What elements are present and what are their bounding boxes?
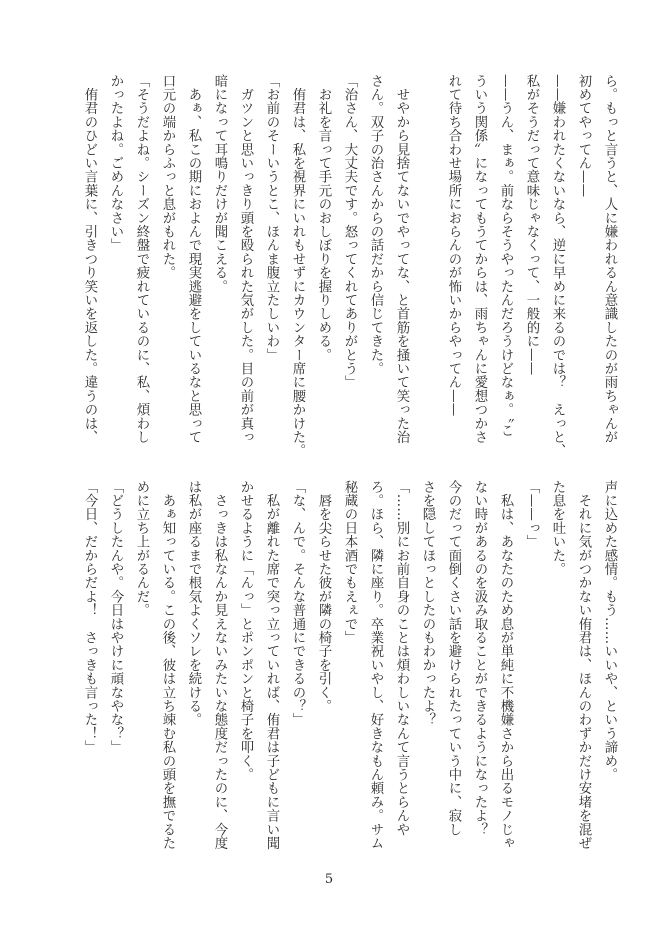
text-line: お礼を言って手元のおしぼりを握りしめる。 [316, 74, 331, 362]
text-line: 暗になって耳鳴りだけが聞こえる。 [212, 74, 227, 294]
text-line: 私がそうだって意味じゃなくって、一般的に—— [524, 74, 539, 376]
text-line: 「どうしたんや。今日はやけに頑なやな？」 [108, 480, 123, 754]
text-line: あぁ、私この期におよんで現実逃避をしているなと思って [186, 74, 201, 444]
text-line: 「お前のそーいうとこ、ほんま腹立たしいわ」 [264, 74, 279, 362]
text-line: れて待ち合わせ場所におらんのが怖いからやってん—— [446, 74, 461, 417]
text-line: 「な、んで。そんな普通にできるの？」 [290, 480, 305, 727]
text-line: 唇を尖らせた彼が隣の椅子を引く。 [316, 480, 331, 713]
text-line: ら。もっと言うと、人に嫌われるん意識したのが雨ちゃんが [602, 74, 617, 444]
text-line: 「……別にお前自身のことは煩わしいなんて言うとらんや [394, 480, 409, 837]
text-line: 私が離れた席で突っ立っていれば、侑君は子どもに言い聞 [264, 480, 279, 850]
text-line: 口元の端からふっと息がもれた。 [160, 74, 175, 280]
top-text-block [76, 74, 622, 458]
text-line: さっきは私なんか見えないみたいな態度だったのに、今度 [212, 480, 227, 850]
text-line: ろ。ほら、隣に座り。卒業祝いやし、好きなもん頼み。サム [368, 480, 383, 850]
text-line: 「治さん、大丈夫です。怒ってくれてありがとう」 [342, 74, 357, 390]
text-line: 「——っ」 [524, 480, 539, 549]
text-line: 「今日、だからだよ！ さっきも言った！」 [82, 480, 97, 754]
text-line: かせるように「んっ」とポンポンと椅子を叩く。 [238, 480, 253, 782]
text-line: た息を吐いた。 [550, 480, 565, 576]
text-line: 初めてやってん—— [576, 74, 591, 198]
text-line [414, 74, 440, 446]
text-line: ういう関係〟になってもうてからは、雨ちゃんに愛想つかさ [472, 74, 487, 444]
text-line: 侑君のひどい言葉に、引きつり笑いを返した。違うのは、 [82, 74, 97, 444]
text-line: さん。双子の治さんからの話だから信じてきた。 [368, 74, 383, 376]
text-line: ——うん、まぁ。前ならそうやったんだろうけどなぁ。〝こ [498, 74, 513, 438]
text-line: 今のだって面倒くさい話を避けられたっていう中に、寂し [446, 480, 461, 837]
text-line: は私が座るまで根気よくソレを続ける。 [186, 480, 201, 727]
text-line: ——嫌われたくないなら、逆に早めに来るのでは？ えっと、 [550, 74, 565, 458]
text-line: それに気がつかない侑君は、ほんのわずかだけ安堵を混ぜ [576, 480, 591, 850]
text-line: 「そうだよね。シーズン終盤で疲れているのに、私、煩わし [134, 74, 149, 444]
text-line: せやから見捨てないでやってな、と首筋を掻いて笑った治 [394, 74, 409, 444]
page-number: 5 [324, 872, 334, 887]
text-line: 秘蔵の日本酒でもえぇで」 [342, 480, 357, 645]
text-line: かったよね。ごめんなさい」 [108, 74, 123, 253]
bottom-text-block [76, 480, 622, 852]
text-line: 侑君は、私を視界にいれもせずにカウンター席に腰かけた。 [290, 74, 305, 458]
text-line: 私は、あなたのため息が単純に不機嫌さから出るモノじゃ [498, 480, 513, 850]
text-line: あぁ知っている。この後、彼は立ち竦む私の頭を撫でるた [160, 480, 175, 850]
text-line: 声に込めた感情。もう……いいや、という諦め。 [602, 480, 617, 782]
text-line: ない時があるのを汲み取ることができるようになったよ？ [472, 480, 487, 837]
text-line: めに立ち上がるんだ。 [134, 480, 149, 617]
text-line: ガツンと思いっきり頭を殴られた気がした。目の前が真っ [238, 74, 253, 444]
text-line: さを隠してほっとしたのもわかったよ？ [420, 480, 435, 727]
